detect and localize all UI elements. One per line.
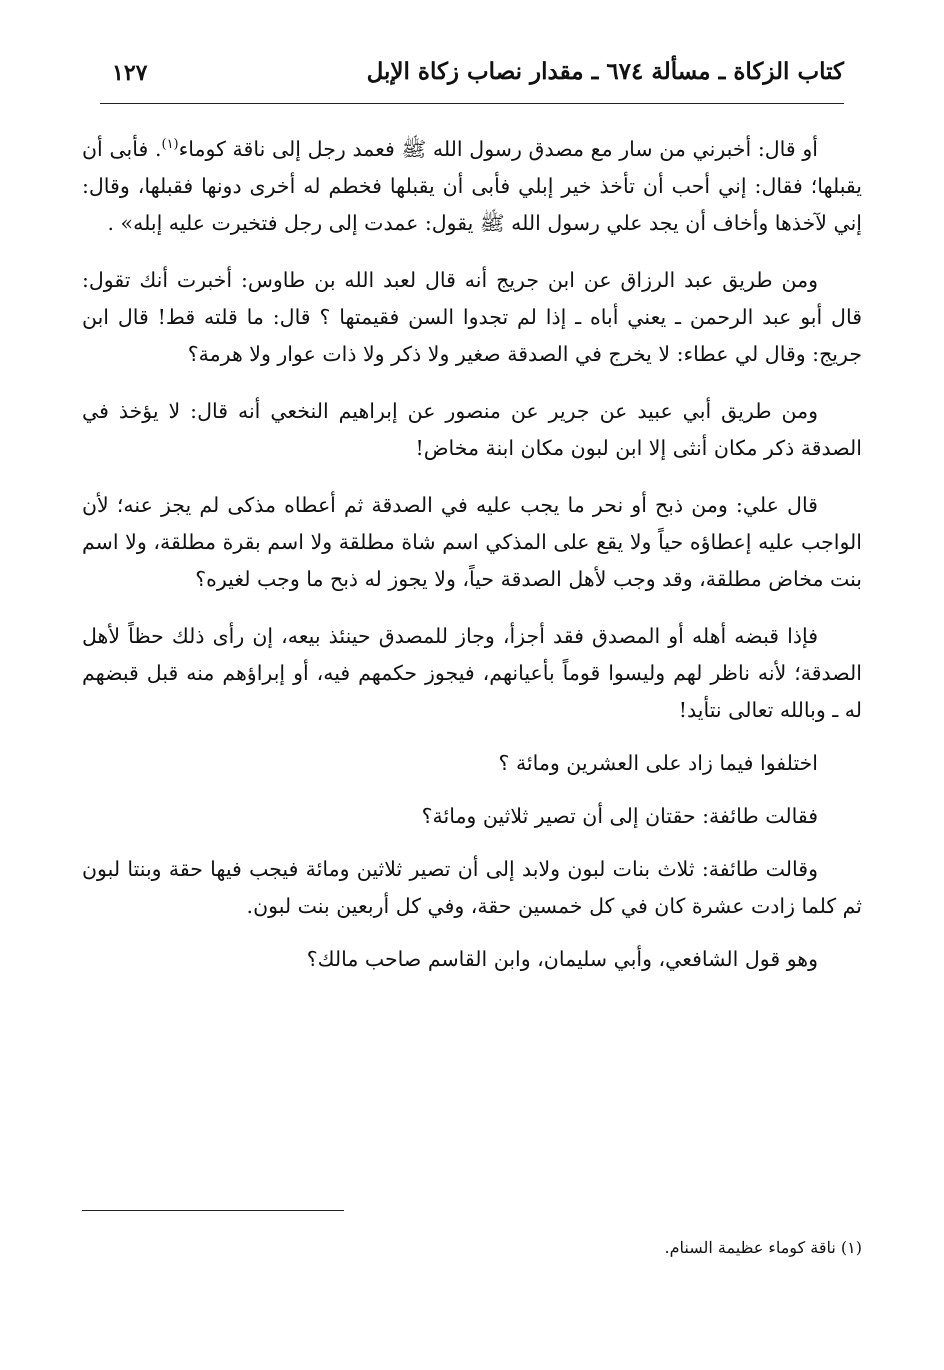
body-text xyxy=(82,126,862,998)
paragraph-6: اختلفوا فيما زاد على العشرين ومائة ؟ xyxy=(498,750,818,775)
paragraph-2: ومن طريق عبد الرزاق عن ابن جريج أنه قال لعبد الله بن طاوس: أخبرت أنك تقول: قال أبو عبد الرحمن ـ يعني أباه ـ إذا لم تجدوا السن فقيمتها ؟ قال: ما قلته قط! قال ابن جريج: وقال لي عطاء: لا يخرج في الصدقة صغير ولا ذكر ولا ذات عوار ولا هرمة؟ xyxy=(82,267,862,366)
paragraph-3: ومن طريق أبي عبيد عن جرير عن منصور عن إبراهيم النخعي أنه قال: لا يؤخذ في الصدقة ذكر مكان أنثى إلا ابن لبون مكان ابنة مخاض! xyxy=(82,398,862,460)
paragraph-4: قال علي: ومن ذبح أو نحر ما يجب عليه في الصدقة ثم أعطاه مذكى لم يجز عنه؛ لأن الواجب عليه إعطاؤه حياً ولا يقع على المذكي اسم شاة مطلقة ولا اسم بقرة مطلقة، ولا اسم بنت مخاض مطلقة، وقد وجب لأهل الصدقة حياً، ولا يجوز له ذبح ما وجب لغيره؟ xyxy=(82,492,862,591)
paragraph-1 xyxy=(82,126,862,242)
paragraph-5: فإذا قبضه أهله أو المصدق فقد أجزأ، وجاز للمصدق حينئذ بيعه، إن رأى ذلك حظاً لأهل الصدقة؛ لأنه ناظر لهم وليسوا قوماً بأعيانهم، فيجوز حكمهم فيه، أو إبراؤهم منه قبل قبضهم له ـ وبالله تعالى نتأيد! xyxy=(82,623,862,722)
footnote: (١) ناقة كوماء عظيمة السنام. xyxy=(664,1238,862,1257)
paragraph-8: وقالت طائفة: ثلاث بنات لبون ولابد إلى أن تصير ثلاثين ومائة فيجب فيها حقة وبنتا لبون ثم كلما زادت عشرة كان في كل خمسين حقة، وفي كل أربعين بنت لبون. xyxy=(82,856,862,918)
running-title: كتاب الزكاة ـ مسألة ٦٧٤ ـ مقدار نصاب زكاة الإبل xyxy=(366,58,844,85)
page-number: ١٢٧ xyxy=(112,60,148,86)
paragraph-9: وهو قول الشافعي، وأبي سليمان، وابن القاسم صاحب مالك؟ xyxy=(306,946,818,971)
footnote-reference: (١) xyxy=(161,137,179,152)
paragraph-text: أو قال: أخبرني من سار مع مصدق رسول الله ﷺ فعمد رجل إلى ناقة كوماء xyxy=(178,136,818,161)
paragraph-text-continued: . فأبى أن يقبلها؛ فقال: إني أحب أن تأخذ خير إبلي فأبى أن يقبلها فخطم له أخرى دونها فقبلها، وقال: إني لآخذها وأخاف أن يجد علي رسول الله ﷺ يقول: عمدت إلى رجل فتخيرت عليه إبله» . xyxy=(82,136,862,235)
paragraph-7: فقالت طائفة: حقتان إلى أن تصير ثلاثين ومائة؟ xyxy=(421,803,818,828)
header-rule xyxy=(100,103,844,104)
footnote-rule xyxy=(82,1210,344,1211)
